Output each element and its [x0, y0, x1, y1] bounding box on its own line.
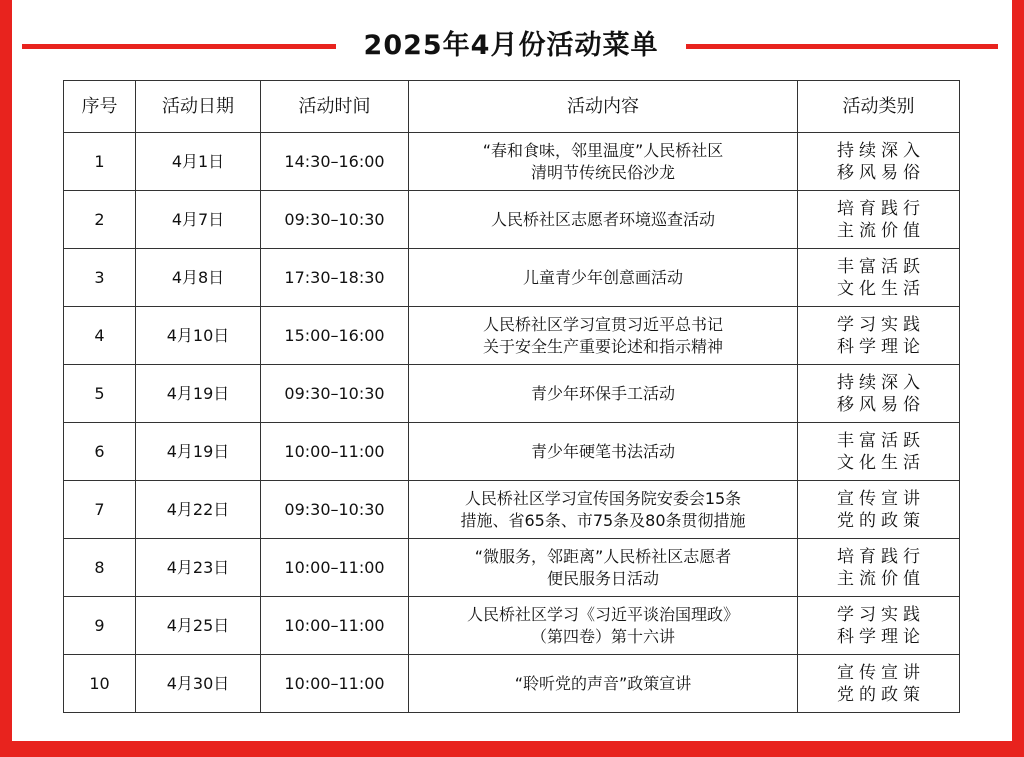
activity-date: 4月22日: [136, 481, 261, 539]
table-header-row: [64, 81, 960, 133]
category-line: 宣传宣讲: [837, 488, 925, 509]
activity-time: 09:30–10:30: [261, 191, 409, 249]
category-line: 移风易俗: [837, 162, 925, 183]
table-row: [64, 249, 960, 307]
row-number: 7: [64, 481, 136, 539]
activity-content: [409, 133, 798, 191]
row-number: 6: [64, 423, 136, 481]
category-line: 移风易俗: [837, 394, 925, 415]
row-number: 10: [64, 655, 136, 713]
activity-category: [798, 191, 960, 249]
header-date: 活动日期: [136, 81, 261, 133]
table-row: [64, 539, 960, 597]
activity-date: 4月8日: [136, 249, 261, 307]
content-line: 儿童青少年创意画活动: [522, 267, 683, 287]
table-row: [64, 597, 960, 655]
content-line: 人民桥社区学习宣传国务院安委会15条: [464, 488, 742, 508]
activity-time: 09:30–10:30: [261, 481, 409, 539]
category-line: 党的政策: [837, 684, 925, 705]
content-line: 关于安全生产重要论述和指示精神: [482, 336, 723, 356]
activity-time: 09:30–10:30: [261, 365, 409, 423]
activity-date: 4月1日: [136, 133, 261, 191]
activity-content: [409, 307, 798, 365]
activity-time: 10:00–11:00: [261, 597, 409, 655]
category-line: 科学理论: [837, 336, 925, 357]
row-number: 4: [64, 307, 136, 365]
activity-content: [409, 423, 798, 481]
activity-time: 17:30–18:30: [261, 249, 409, 307]
activity-content: [409, 365, 798, 423]
table-row: [64, 365, 960, 423]
activity-category: [798, 307, 960, 365]
red-frame-left: [0, 0, 12, 757]
activity-date: 4月10日: [136, 307, 261, 365]
content-line: 青少年环保手工活动: [530, 383, 675, 403]
activity-table: [63, 80, 960, 713]
category-line: 持续深入: [837, 140, 925, 161]
category-line: 培育践行: [837, 546, 925, 567]
category-line: 文化生活: [837, 452, 925, 473]
activity-date: 4月23日: [136, 539, 261, 597]
header-time: 活动时间: [261, 81, 409, 133]
table-row: [64, 655, 960, 713]
content-line: 人民桥社区志愿者环境巡查活动: [490, 209, 715, 229]
activity-category: [798, 133, 960, 191]
activity-content: [409, 597, 798, 655]
row-number: 5: [64, 365, 136, 423]
activity-category: [798, 365, 960, 423]
category-line: 主流价值: [837, 220, 925, 241]
activity-date: 4月7日: [136, 191, 261, 249]
activity-time: 10:00–11:00: [261, 539, 409, 597]
category-line: 丰富活跃: [837, 430, 925, 451]
red-frame-right: [1012, 0, 1024, 757]
row-number: 1: [64, 133, 136, 191]
category-line: 主流价值: [837, 568, 925, 589]
category-line: 持续深入: [837, 372, 925, 393]
activity-category: [798, 423, 960, 481]
content-line: 措施、省65条、市75条及80条贯彻措施: [460, 510, 746, 530]
activity-date: 4月19日: [136, 423, 261, 481]
content-line: （第四卷）第十六讲: [530, 626, 675, 646]
category-line: 学习实践: [837, 314, 925, 335]
content-line: 便民服务日活动: [546, 568, 659, 588]
title-rule-left: [22, 44, 336, 49]
title-rule-right: [686, 44, 998, 49]
activity-content: [409, 655, 798, 713]
category-line: 文化生活: [837, 278, 925, 299]
activity-category: [798, 597, 960, 655]
category-line: 宣传宣讲: [837, 662, 925, 683]
activity-time: 14:30–16:00: [261, 133, 409, 191]
page-title: 2025年4月份活动菜单: [363, 30, 659, 61]
header-content: 活动内容: [409, 81, 798, 133]
activity-time: 10:00–11:00: [261, 423, 409, 481]
activity-content: [409, 249, 798, 307]
header-category: 活动类别: [798, 81, 960, 133]
table-row: [64, 423, 960, 481]
table-row: [64, 191, 960, 249]
category-line: 科学理论: [837, 626, 925, 647]
content-line: “微服务，邻距离”人民桥社区志愿者: [474, 546, 732, 566]
table-row: [64, 133, 960, 191]
activity-content: [409, 481, 798, 539]
row-number: 9: [64, 597, 136, 655]
category-line: 党的政策: [837, 510, 925, 531]
activity-category: [798, 249, 960, 307]
content-line: “春和食味，邻里温度”人民桥社区: [482, 140, 724, 160]
category-line: 培育践行: [837, 198, 925, 219]
activity-category: [798, 481, 960, 539]
activity-date: 4月30日: [136, 655, 261, 713]
content-line: 人民桥社区学习《习近平谈治国理政》: [466, 604, 739, 624]
row-number: 2: [64, 191, 136, 249]
content-line: “聆听党的声音”政策宣讲: [514, 673, 692, 693]
category-line: 丰富活跃: [837, 256, 925, 277]
category-line: 学习实践: [837, 604, 925, 625]
activity-time: 10:00–11:00: [261, 655, 409, 713]
content-line: 清明节传统民俗沙龙: [530, 162, 675, 182]
activity-date: 4月25日: [136, 597, 261, 655]
activity-date: 4月19日: [136, 365, 261, 423]
activity-category: [798, 655, 960, 713]
red-frame-bottom: [0, 741, 1024, 757]
activity-content: [409, 191, 798, 249]
content-line: 青少年硬笔书法活动: [530, 441, 675, 461]
activity-content: [409, 539, 798, 597]
table-row: [64, 481, 960, 539]
row-number: 8: [64, 539, 136, 597]
header-no: 序号: [64, 81, 136, 133]
activity-category: [798, 539, 960, 597]
row-number: 3: [64, 249, 136, 307]
table-row: [64, 307, 960, 365]
content-line: 人民桥社区学习宣贯习近平总书记: [482, 314, 723, 334]
activity-time: 15:00–16:00: [261, 307, 409, 365]
